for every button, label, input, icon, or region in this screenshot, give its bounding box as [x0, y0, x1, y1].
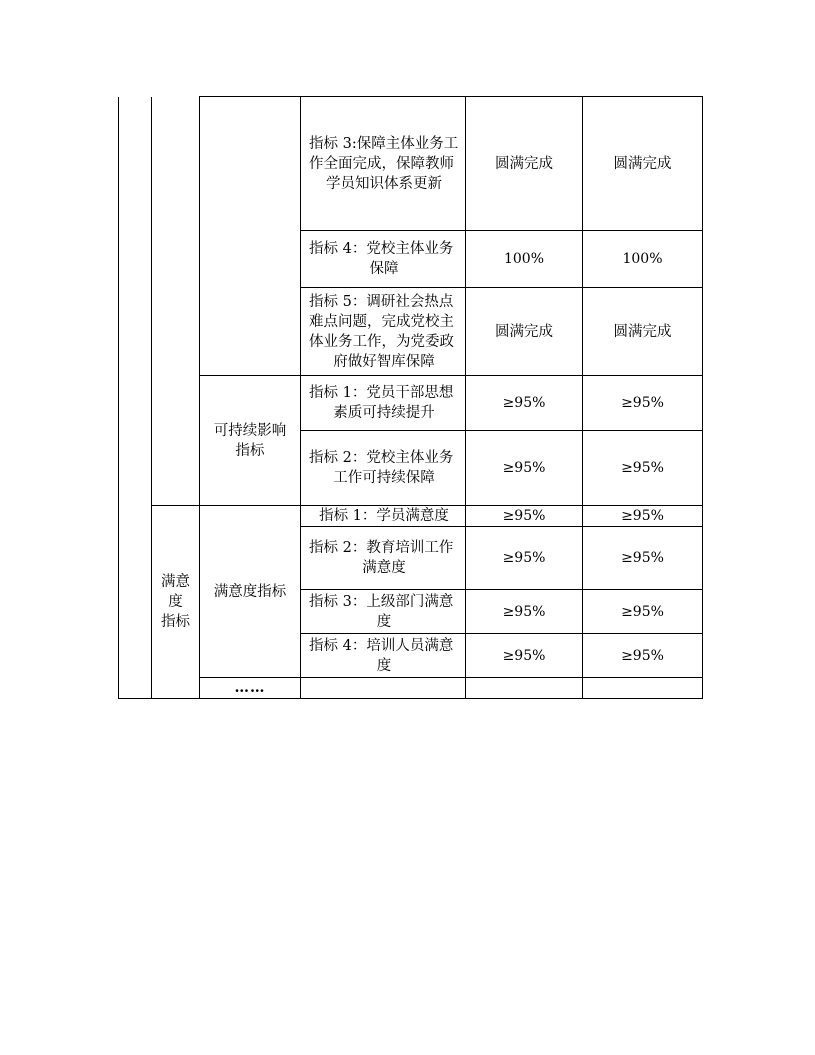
- first-level-indicator-cell: [119, 97, 152, 699]
- empty-cell: [301, 678, 466, 699]
- empty-cell: [466, 678, 583, 699]
- sustainability-category-cell: [200, 376, 301, 506]
- indicator-cell: 指标 3：上级部门满意度: [301, 590, 466, 634]
- indicator-cell: 指标 3:保障主体业务工作全面完成，保障教师学员知识体系更新: [301, 97, 466, 231]
- actual-value-cell: 圆满完成: [583, 288, 703, 376]
- table-row: [119, 376, 703, 431]
- indicator-cell: 指标 1：学员满意度: [301, 506, 466, 527]
- empty-cell: [583, 678, 703, 699]
- table-row: [119, 97, 703, 231]
- ellipsis-text: ……: [234, 679, 266, 696]
- target-value-cell: ≥95%: [466, 634, 583, 678]
- actual-value-cell: ≥95%: [583, 527, 703, 590]
- indicator-cell: 指标 4：培训人员满意度: [301, 634, 466, 678]
- target-value-cell: ≥95%: [466, 527, 583, 590]
- performance-indicator-table: [118, 96, 703, 699]
- satisfaction-category-cell: 满意度指标: [200, 506, 301, 678]
- target-value-cell: 100%: [466, 231, 583, 288]
- indicator-cell: 指标 2：教育培训工作满意度: [301, 527, 466, 590]
- satisfaction-second-level-cell: [152, 506, 200, 699]
- sustainability-category-line: 指标: [235, 442, 265, 459]
- ellipsis-cell: [200, 678, 301, 699]
- target-value-cell: 圆满完成: [466, 97, 583, 231]
- sustainability-category-line: 可持续影响: [213, 422, 287, 439]
- satisfaction-label-line: 指标: [161, 614, 190, 630]
- actual-value-cell: 100%: [583, 231, 703, 288]
- table-row: [119, 506, 703, 527]
- indicator-cell: 指标 1：党员干部思想素质可持续提升: [301, 376, 466, 431]
- target-value-cell: ≥95%: [466, 590, 583, 634]
- actual-value-cell: 圆满完成: [583, 97, 703, 231]
- satisfaction-label-line: 度: [168, 594, 183, 610]
- target-value-cell: ≥95%: [466, 506, 583, 527]
- actual-value-cell: ≥95%: [583, 376, 703, 431]
- target-value-cell: ≥95%: [466, 431, 583, 506]
- indicator-cell: 指标 2：党校主体业务工作可持续保障: [301, 431, 466, 506]
- target-value-cell: 圆满完成: [466, 288, 583, 376]
- target-value-cell: ≥95%: [466, 376, 583, 431]
- satisfaction-label-line: 满意: [161, 574, 190, 590]
- indicator-cell: 指标 5：调研社会热点难点问题，完成党校主体业务工作，为党委政府做好智库保障: [301, 288, 466, 376]
- actual-value-cell: ≥95%: [583, 590, 703, 634]
- second-level-output-indicator-cell: [152, 97, 200, 506]
- actual-value-cell: ≥95%: [583, 431, 703, 506]
- actual-value-cell: ≥95%: [583, 506, 703, 527]
- actual-value-cell: ≥95%: [583, 634, 703, 678]
- third-level-category-cell: [200, 97, 301, 376]
- table-row: [119, 678, 703, 699]
- indicator-cell: 指标 4：党校主体业务保障: [301, 231, 466, 288]
